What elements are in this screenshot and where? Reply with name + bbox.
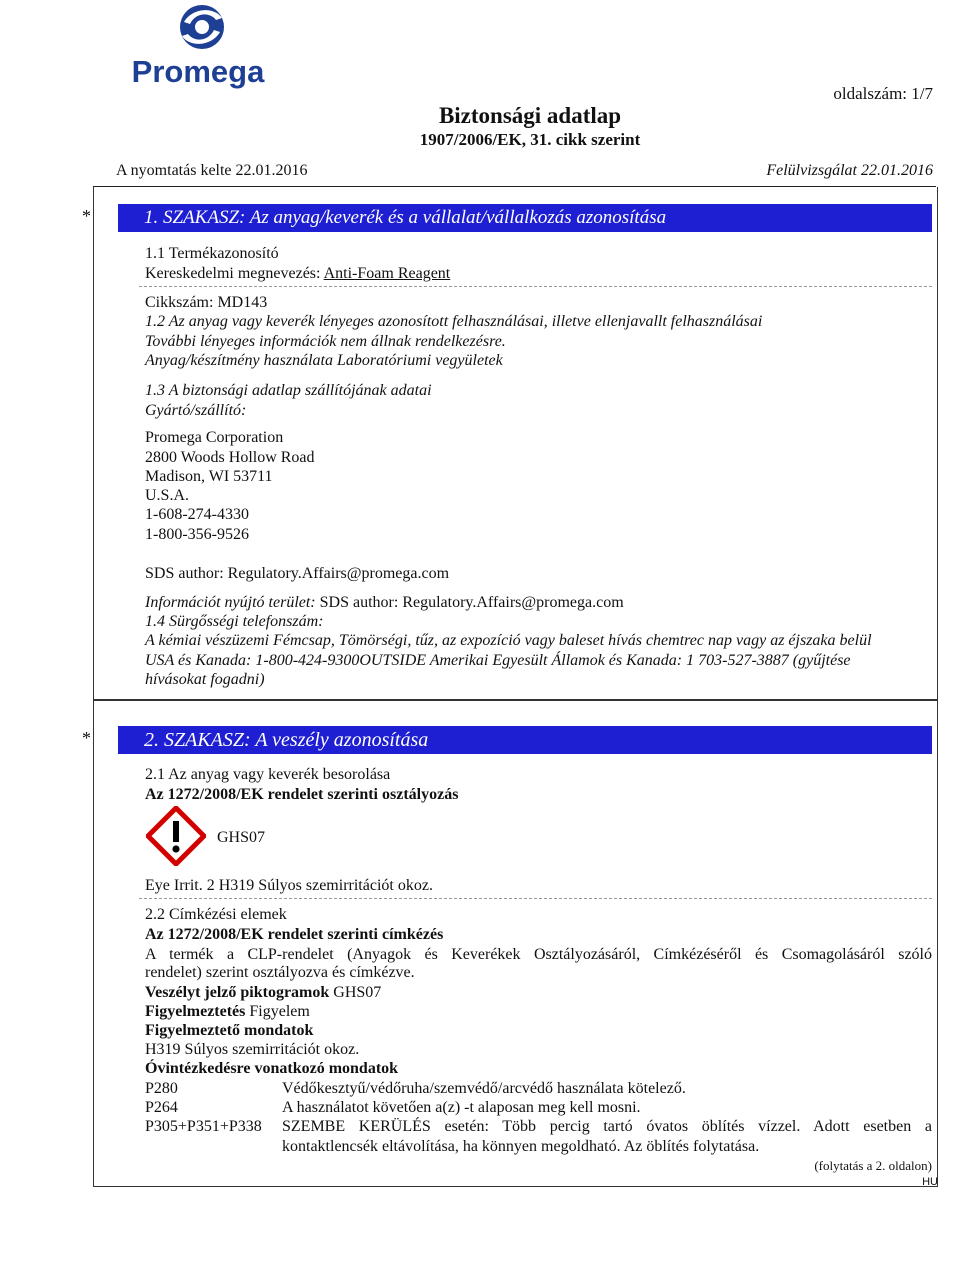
emergency-line: USA és Kanada: 1-800-424-9300OUTSIDE Amerikai Egyesült Államok és Kanada: 1 703-527-3887 (gyűjtése (145, 652, 851, 669)
label-reg-title: Az 1272/2008/EK rendelet szerinti címkézés (145, 926, 444, 943)
s1-3-title: 1.3 A biztonsági adatlap szállítójának adatai (145, 382, 432, 399)
divider (139, 286, 932, 287)
precaution-code: P264 (145, 1099, 178, 1116)
s1-4-title: 1.4 Sürgősségi telefonszám: (145, 613, 324, 630)
pictogram-value: GHS07 (333, 984, 382, 1001)
usage-value: Laboratóriumi vegyületek (336, 352, 503, 369)
address-line: 2800 Woods Hollow Road (145, 449, 315, 466)
document-title: Biztonsági adatlap (438, 103, 622, 128)
hazard-label: Figyelmeztető mondatok (145, 1022, 314, 1039)
reg-title: Az 1272/2008/EK rendelet szerinti osztályozás (145, 786, 459, 803)
pictogram-row (145, 984, 381, 1002)
document-subtitle: 1907/2006/EK, 31. cikk szerint (419, 130, 641, 149)
pictogram-code: GHS07 (217, 829, 266, 846)
precaution-text-continued: kontaktlencsék eltávolítása, ha könnyen megoldható. Az öblítés folytatása. (282, 1138, 760, 1155)
logo-text: Promega (131, 54, 265, 89)
page-number: oldalszám: 1/7 (833, 84, 933, 103)
info-label: Információt nyújtó terület: (145, 594, 316, 611)
continued-note: (folytatás a 2. oldalon) (814, 1158, 932, 1173)
precaution-code: P280 (145, 1080, 178, 1097)
precaution-code: P305+P351+P338 (145, 1118, 262, 1135)
promega-logo (118, 2, 278, 92)
emergency-line: A kémiai vészüzemi Fémcsap, Tömörségi, tűz, az expozíció vagy baleset hívás chemtrec nap vagy az éjszaka belül (145, 632, 872, 649)
section1-heading: 1. SZAKASZ: Az anyag/keverék és a vállalat/vállalkozás azonosítása (118, 204, 932, 232)
ghs07-exclamation-icon (146, 806, 206, 866)
trade-name-value: Anti-Foam Reagent (323, 265, 451, 282)
classification: Eye Irrit. 2 H319 Súlyos szemirritációt okoz. (145, 877, 433, 894)
section2-change-marker: * (82, 728, 91, 748)
signal-row (145, 1003, 310, 1021)
s2-1-title: 2.1 Az anyag vagy keverék besorolása (145, 766, 391, 783)
precaution-text: SZEMBE KERÜLÉS esetén: Több percig tartó óvatos öblítés vízzel. Adott esetben a (282, 1118, 932, 1135)
s1-2-title: 1.2 Az anyag vagy keverék lényeges azonosított felhasználásai, illetve ellenjavallt felhasználásai (145, 313, 763, 330)
signal-label: Figyelmeztetés (145, 1003, 246, 1020)
s1-2-info: További lényeges információk nem állnak rendelkezésre. (145, 333, 506, 350)
supplier-label: Gyártó/szállító: (145, 402, 247, 419)
address-line: Promega Corporation (145, 429, 284, 446)
s1-1-title: 1.1 Termékazonosító (145, 245, 279, 262)
address-line: U.S.A. (145, 487, 190, 504)
section2-heading: 2. SZAKASZ: A veszély azonosítása (118, 726, 932, 754)
phone-line: 1-608-274-4330 (145, 506, 249, 523)
phone-line: 1-800-356-9526 (145, 526, 249, 543)
logo-emblem-icon (180, 5, 224, 49)
divider (139, 898, 932, 899)
usage-row (145, 352, 503, 370)
article-row (145, 294, 267, 312)
usage-label: Anyag/készítmény használata (145, 352, 333, 369)
signal-value: Figyelem (249, 1003, 310, 1020)
language-code: HU (922, 1176, 938, 1188)
precaution-label: Óvintézkedésre vonatkozó mondatok (145, 1060, 399, 1077)
info-value: SDS author: Regulatory.Affairs@promega.com (319, 594, 624, 611)
article-value: MD143 (217, 294, 268, 311)
trade-name-row (145, 265, 450, 283)
revision-date: Felülvizsgálat 22.01.2016 (766, 162, 933, 179)
trade-name-label: Kereskedelmi megnevezés: (145, 265, 321, 282)
s2-2-title: 2.2 Címkézési elemek (145, 906, 287, 923)
precaution-text: Védőkesztyű/védőruha/szemvédő/arcvédő használata kötelező. (282, 1080, 686, 1097)
article-label: Cikkszám: (145, 294, 214, 311)
sds-author: SDS author: Regulatory.Affairs@promega.com (145, 565, 450, 582)
section1-change-marker: * (82, 206, 91, 226)
info-row (145, 594, 624, 612)
print-date: A nyomtatás kelte 22.01.2016 (116, 162, 308, 179)
clp-text-line: A termék a CLP-rendelet (Anyagok és Keverékek Osztályozásáról, Címkézéséről és Csomagolásáról szóló (145, 946, 932, 963)
emergency-line: hívásokat fogadni) (145, 671, 265, 688)
precaution-text: A használatot követően a(z) -t alaposan meg kell mosni. (282, 1099, 641, 1116)
clp-text-line: rendelet) szerint osztályozva és címkézve. (145, 964, 415, 981)
hazard-statement: H319 Súlyos szemirritációt okoz. (145, 1041, 360, 1058)
address-line: Madison, WI 53711 (145, 468, 273, 485)
pictogram-label: Veszélyt jelző piktogramok (145, 984, 330, 1001)
